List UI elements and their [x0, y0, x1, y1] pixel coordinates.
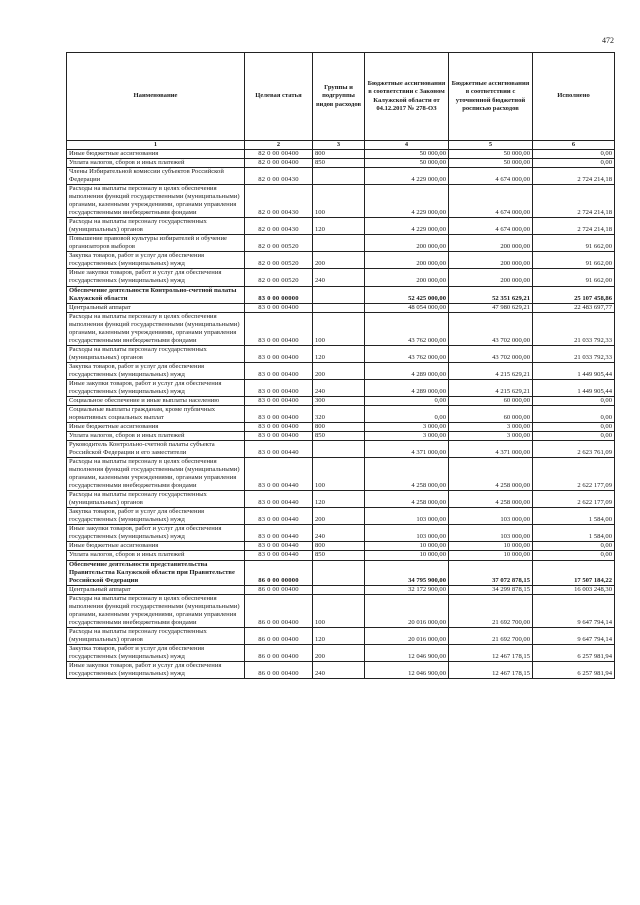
- expense-group-cell: 200: [313, 252, 365, 269]
- target-article-cell: 82 0 00 00520: [245, 252, 313, 269]
- revised-allocation-cell: 200 000,00: [449, 235, 533, 252]
- law-allocation-cell: 12 046 900,00: [365, 661, 449, 678]
- law-allocation-cell: 4 229 000,00: [365, 168, 449, 185]
- table-row: [67, 185, 615, 218]
- table-row: [67, 286, 615, 303]
- row-name-cell: Иные закупки товаров, работ и услуг для обеспечения государственных (муниципальных) нужд: [67, 525, 245, 542]
- expense-group-cell: 850: [313, 159, 365, 168]
- row-name-cell: Руководитель Контрольно-счетной палаты субъекта Российской Федерации и его заместители: [67, 441, 245, 458]
- expense-group-cell: 240: [313, 525, 365, 542]
- target-article-cell: 82 0 00 00430: [245, 218, 313, 235]
- target-article-cell: 86 0 00 00400: [245, 594, 313, 627]
- expense-group-cell: 200: [313, 508, 365, 525]
- table-row: [67, 168, 615, 185]
- table-row: [67, 627, 615, 644]
- expense-group-cell: [313, 560, 365, 585]
- executed-amount-cell: 0,00: [533, 551, 615, 560]
- law-allocation-cell: 43 762 000,00: [365, 345, 449, 362]
- law-allocation-cell: 34 795 900,00: [365, 560, 449, 585]
- table-row: [67, 312, 615, 345]
- table-row: [67, 594, 615, 627]
- budget-execution-table: [66, 52, 615, 679]
- row-name-cell: Иные бюджетные ассигнования: [67, 150, 245, 159]
- executed-amount-cell: 1 449 905,44: [533, 379, 615, 396]
- header-target-article: Целевая статья: [245, 53, 313, 141]
- target-article-cell: 86 0 00 00400: [245, 644, 313, 661]
- law-allocation-cell: 4 229 000,00: [365, 218, 449, 235]
- target-article-cell: 83 0 00 00440: [245, 551, 313, 560]
- law-allocation-cell: 4 289 000,00: [365, 362, 449, 379]
- executed-amount-cell: 2 622 177,09: [533, 458, 615, 491]
- row-name-cell: Обеспечение деятельности Контрольно-счетной палаты Калужской области: [67, 286, 245, 303]
- table-row: [67, 491, 615, 508]
- row-name-cell: Закупка товаров, работ и услуг для обеспечения государственных (муниципальных) нужд: [67, 644, 245, 661]
- revised-allocation-cell: 60 000,00: [449, 396, 533, 405]
- row-name-cell: Центральный аппарат: [67, 585, 245, 594]
- expense-group-cell: [313, 235, 365, 252]
- executed-amount-cell: 91 662,00: [533, 269, 615, 286]
- expense-group-cell: 240: [313, 661, 365, 678]
- expense-group-cell: [313, 286, 365, 303]
- target-article-cell: 83 0 00 00400: [245, 396, 313, 405]
- expense-group-cell: 120: [313, 345, 365, 362]
- target-article-cell: 83 0 00 00400: [245, 405, 313, 422]
- row-name-cell: Расходы на выплаты персоналу государственных (муниципальных) органов: [67, 345, 245, 362]
- law-allocation-cell: 32 172 900,00: [365, 585, 449, 594]
- row-name-cell: Расходы на выплаты персоналу в целях обеспечения выполнения функций государственными (муниципальными) органами, казенными учреждениями, органами управления государственными внебюджетными фондами: [67, 594, 245, 627]
- expense-group-cell: [313, 441, 365, 458]
- law-allocation-cell: 200 000,00: [365, 269, 449, 286]
- table-row: [67, 423, 615, 432]
- revised-allocation-cell: 60 000,00: [449, 405, 533, 422]
- revised-allocation-cell: 43 702 000,00: [449, 345, 533, 362]
- table-row: [67, 252, 615, 269]
- law-allocation-cell: 12 046 900,00: [365, 644, 449, 661]
- law-allocation-cell: 10 000,00: [365, 551, 449, 560]
- expense-group-cell: 240: [313, 379, 365, 396]
- row-name-cell: Социальные выплаты гражданам, кроме публичных нормативных социальных выплат: [67, 405, 245, 422]
- revised-allocation-cell: 3 000,00: [449, 432, 533, 441]
- revised-allocation-cell: 4 674 000,00: [449, 168, 533, 185]
- row-name-cell: Уплата налогов, сборов и иных платежей: [67, 159, 245, 168]
- law-allocation-cell: 43 762 000,00: [365, 312, 449, 345]
- executed-amount-cell: 1 449 905,44: [533, 362, 615, 379]
- executed-amount-cell: 91 662,00: [533, 252, 615, 269]
- header-executed: Исполнено: [533, 53, 615, 141]
- law-allocation-cell: 48 054 000,00: [365, 303, 449, 312]
- revised-allocation-cell: 103 000,00: [449, 508, 533, 525]
- row-name-cell: Иные закупки товаров, работ и услуг для обеспечения государственных (муниципальных) нужд: [67, 379, 245, 396]
- expense-group-cell: 800: [313, 542, 365, 551]
- law-allocation-cell: 50 000,00: [365, 159, 449, 168]
- expense-group-cell: 800: [313, 423, 365, 432]
- target-article-cell: 83 0 00 00440: [245, 441, 313, 458]
- revised-allocation-cell: 4 674 000,00: [449, 185, 533, 218]
- target-article-cell: 83 0 00 00400: [245, 432, 313, 441]
- revised-allocation-cell: 103 000,00: [449, 525, 533, 542]
- row-name-cell: Центральный аппарат: [67, 303, 245, 312]
- target-article-cell: 82 0 00 00520: [245, 269, 313, 286]
- row-name-cell: Расходы на выплаты персоналу государственных (муниципальных) органов: [67, 491, 245, 508]
- target-article-cell: 82 0 00 00400: [245, 159, 313, 168]
- revised-allocation-cell: 200 000,00: [449, 252, 533, 269]
- target-article-cell: 83 0 00 00440: [245, 542, 313, 551]
- header-row: [67, 53, 615, 141]
- target-article-cell: 83 0 00 00000: [245, 286, 313, 303]
- revised-allocation-cell: 12 467 178,15: [449, 661, 533, 678]
- target-article-cell: 83 0 00 00440: [245, 525, 313, 542]
- expense-group-cell: 240: [313, 269, 365, 286]
- revised-allocation-cell: 4 371 000,00: [449, 441, 533, 458]
- law-allocation-cell: 200 000,00: [365, 252, 449, 269]
- column-number: 1: [67, 141, 245, 150]
- table-row: [67, 551, 615, 560]
- column-number: 5: [449, 141, 533, 150]
- expense-group-cell: [313, 585, 365, 594]
- executed-amount-cell: 2 622 177,09: [533, 491, 615, 508]
- row-name-cell: Расходы на выплаты персоналу государственных (муниципальных) органов: [67, 627, 245, 644]
- table-row: [67, 661, 615, 678]
- revised-allocation-cell: 50 000,00: [449, 159, 533, 168]
- row-name-cell: Закупка товаров, работ и услуг для обеспечения государственных (муниципальных) нужд: [67, 362, 245, 379]
- table-row: [67, 441, 615, 458]
- law-allocation-cell: 0,00: [365, 405, 449, 422]
- expense-group-cell: 320: [313, 405, 365, 422]
- target-article-cell: 83 0 00 00400: [245, 303, 313, 312]
- revised-allocation-cell: 21 692 700,00: [449, 627, 533, 644]
- law-allocation-cell: 50 000,00: [365, 150, 449, 159]
- executed-amount-cell: 6 257 981,94: [533, 644, 615, 661]
- row-name-cell: Иные закупки товаров, работ и услуг для обеспечения государственных (муниципальных) нужд: [67, 661, 245, 678]
- table-row: [67, 432, 615, 441]
- target-article-cell: 83 0 00 00440: [245, 491, 313, 508]
- row-name-cell: Расходы на выплаты персоналу государственных (муниципальных) органов: [67, 218, 245, 235]
- table-row: [67, 405, 615, 422]
- target-article-cell: 82 0 00 00430: [245, 185, 313, 218]
- page-number: 472: [602, 36, 614, 45]
- table-header: [67, 53, 615, 150]
- revised-allocation-cell: 21 692 700,00: [449, 594, 533, 627]
- executed-amount-cell: 0,00: [533, 542, 615, 551]
- row-name-cell: Повышение правовой культуры избирателей и обучение организаторов выборов: [67, 235, 245, 252]
- row-name-cell: Расходы на выплаты персоналу в целях обеспечения выполнения функций государственными (муниципальными) органами, казенными учреждениями, органами управления государственными внебюджетными фондами: [67, 185, 245, 218]
- table-row: [67, 303, 615, 312]
- executed-amount-cell: 6 257 981,94: [533, 661, 615, 678]
- table-row: [67, 508, 615, 525]
- column-number: 6: [533, 141, 615, 150]
- executed-amount-cell: 2 724 214,18: [533, 168, 615, 185]
- table-row: [67, 218, 615, 235]
- executed-amount-cell: 21 033 792,33: [533, 345, 615, 362]
- target-article-cell: 82 0 00 00520: [245, 235, 313, 252]
- executed-amount-cell: 91 662,00: [533, 235, 615, 252]
- executed-amount-cell: 9 647 794,14: [533, 627, 615, 644]
- target-article-cell: 86 0 00 00000: [245, 560, 313, 585]
- target-article-cell: 83 0 00 00440: [245, 458, 313, 491]
- revised-allocation-cell: 12 467 178,15: [449, 644, 533, 661]
- law-allocation-cell: 52 425 000,00: [365, 286, 449, 303]
- table-row: [67, 525, 615, 542]
- law-allocation-cell: 4 289 000,00: [365, 379, 449, 396]
- table-row: [67, 345, 615, 362]
- executed-amount-cell: 17 507 184,22: [533, 560, 615, 585]
- table-row: [67, 542, 615, 551]
- column-number: 4: [365, 141, 449, 150]
- table-row: [67, 269, 615, 286]
- law-allocation-cell: 0,00: [365, 396, 449, 405]
- revised-allocation-cell: 10 000,00: [449, 542, 533, 551]
- table-row: [67, 458, 615, 491]
- row-name-cell: Уплата налогов, сборов и иных платежей: [67, 551, 245, 560]
- row-name-cell: Обеспечение деятельности представительства Правительства Калужской области при Правительстве Российской Федерации: [67, 560, 245, 585]
- table-row: [67, 560, 615, 585]
- law-allocation-cell: 103 000,00: [365, 508, 449, 525]
- row-name-cell: Закупка товаров, работ и услуг для обеспечения государственных (муниципальных) нужд: [67, 252, 245, 269]
- executed-amount-cell: 9 647 794,14: [533, 594, 615, 627]
- revised-allocation-cell: 4 674 000,00: [449, 218, 533, 235]
- target-article-cell: 86 0 00 00400: [245, 627, 313, 644]
- law-allocation-cell: 4 371 000,00: [365, 441, 449, 458]
- law-allocation-cell: 10 000,00: [365, 542, 449, 551]
- revised-allocation-cell: 43 702 000,00: [449, 312, 533, 345]
- table-row: [67, 585, 615, 594]
- expense-group-cell: 120: [313, 627, 365, 644]
- target-article-cell: 86 0 00 00400: [245, 661, 313, 678]
- table-row: [67, 362, 615, 379]
- expense-group-cell: 800: [313, 150, 365, 159]
- law-allocation-cell: 20 016 000,00: [365, 627, 449, 644]
- revised-allocation-cell: 200 000,00: [449, 269, 533, 286]
- executed-amount-cell: 2 623 761,09: [533, 441, 615, 458]
- law-allocation-cell: 3 000,00: [365, 423, 449, 432]
- expense-group-cell: [313, 168, 365, 185]
- revised-allocation-cell: 50 000,00: [449, 150, 533, 159]
- column-number: 2: [245, 141, 313, 150]
- expense-group-cell: 100: [313, 185, 365, 218]
- table-row: [67, 159, 615, 168]
- expense-group-cell: 120: [313, 218, 365, 235]
- law-allocation-cell: 200 000,00: [365, 235, 449, 252]
- row-name-cell: Иные закупки товаров, работ и услуг для обеспечения государственных (муниципальных) нужд: [67, 269, 245, 286]
- revised-allocation-cell: 37 072 878,15: [449, 560, 533, 585]
- row-name-cell: Социальное обеспечение и иные выплаты населению: [67, 396, 245, 405]
- expense-group-cell: [313, 303, 365, 312]
- row-name-cell: Расходы на выплаты персоналу в целях обеспечения выполнения функций государственными (муниципальными) органами, казенными учреждениями, органами управления государственными внебюджетными фондами: [67, 312, 245, 345]
- executed-amount-cell: 1 584,00: [533, 525, 615, 542]
- law-allocation-cell: 20 016 000,00: [365, 594, 449, 627]
- revised-allocation-cell: 4 258 000,00: [449, 458, 533, 491]
- table-row: [67, 396, 615, 405]
- revised-allocation-cell: 47 980 629,21: [449, 303, 533, 312]
- table-row: [67, 379, 615, 396]
- executed-amount-cell: 0,00: [533, 405, 615, 422]
- executed-amount-cell: 0,00: [533, 396, 615, 405]
- law-allocation-cell: 4 258 000,00: [365, 491, 449, 508]
- target-article-cell: 83 0 00 00400: [245, 379, 313, 396]
- revised-allocation-cell: 34 299 878,15: [449, 585, 533, 594]
- target-article-cell: 82 0 00 00430: [245, 168, 313, 185]
- target-article-cell: 82 0 00 00400: [245, 150, 313, 159]
- target-article-cell: 83 0 00 00400: [245, 423, 313, 432]
- row-name-cell: Иные бюджетные ассигнования: [67, 423, 245, 432]
- row-name-cell: Иные бюджетные ассигнования: [67, 542, 245, 551]
- target-article-cell: 83 0 00 00440: [245, 508, 313, 525]
- executed-amount-cell: 25 107 458,86: [533, 286, 615, 303]
- expense-group-cell: 850: [313, 551, 365, 560]
- row-name-cell: Расходы на выплаты персоналу в целях обеспечения выполнения функций государственными (муниципальными) органами, казенными учреждениями, органами управления государственными внебюджетными фондами: [67, 458, 245, 491]
- revised-allocation-cell: 52 351 629,21: [449, 286, 533, 303]
- revised-allocation-cell: 4 215 629,21: [449, 362, 533, 379]
- revised-allocation-cell: 3 000,00: [449, 423, 533, 432]
- revised-allocation-cell: 10 000,00: [449, 551, 533, 560]
- target-article-cell: 86 0 00 00400: [245, 585, 313, 594]
- executed-amount-cell: 22 483 697,77: [533, 303, 615, 312]
- executed-amount-cell: 21 033 792,33: [533, 312, 615, 345]
- expense-group-cell: 120: [313, 491, 365, 508]
- expense-group-cell: 100: [313, 594, 365, 627]
- header-name: Наименование: [67, 53, 245, 141]
- target-article-cell: 83 0 00 00400: [245, 312, 313, 345]
- row-name-cell: Закупка товаров, работ и услуг для обеспечения государственных (муниципальных) нужд: [67, 508, 245, 525]
- column-number: 3: [313, 141, 365, 150]
- expense-group-cell: 200: [313, 644, 365, 661]
- executed-amount-cell: 0,00: [533, 159, 615, 168]
- executed-amount-cell: 1 584,00: [533, 508, 615, 525]
- executed-amount-cell: 0,00: [533, 432, 615, 441]
- row-name-cell: Уплата налогов, сборов и иных платежей: [67, 432, 245, 441]
- executed-amount-cell: 2 724 214,18: [533, 218, 615, 235]
- table-body: [67, 150, 615, 679]
- expense-group-cell: 850: [313, 432, 365, 441]
- row-name-cell: Члены Избирательной комиссии субъектов Российской Федерации: [67, 168, 245, 185]
- revised-allocation-cell: 4 258 000,00: [449, 491, 533, 508]
- expense-group-cell: 200: [313, 362, 365, 379]
- table-row: [67, 235, 615, 252]
- revised-allocation-cell: 4 215 629,21: [449, 379, 533, 396]
- table-row: [67, 644, 615, 661]
- law-allocation-cell: 4 258 000,00: [365, 458, 449, 491]
- law-allocation-cell: 4 229 000,00: [365, 185, 449, 218]
- law-allocation-cell: 3 000,00: [365, 432, 449, 441]
- header-expense-group: Группы и подгруппы видов расходов: [313, 53, 365, 141]
- header-revised-allocations: Бюджетные ассигнования в соответствии с уточненной бюджетной росписью расходов: [449, 53, 533, 141]
- target-article-cell: 83 0 00 00400: [245, 362, 313, 379]
- header-law-allocations: Бюджетные ассигнования в соответствии с Законом Калужской области от 04.12.2017 № 278-ОЗ: [365, 53, 449, 141]
- executed-amount-cell: 0,00: [533, 150, 615, 159]
- expense-group-cell: 300: [313, 396, 365, 405]
- executed-amount-cell: 2 724 214,18: [533, 185, 615, 218]
- executed-amount-cell: 16 003 248,30: [533, 585, 615, 594]
- target-article-cell: 83 0 00 00400: [245, 345, 313, 362]
- executed-amount-cell: 0,00: [533, 423, 615, 432]
- table-row: [67, 150, 615, 159]
- expense-group-cell: 100: [313, 312, 365, 345]
- law-allocation-cell: 103 000,00: [365, 525, 449, 542]
- column-number-row: [67, 141, 615, 150]
- expense-group-cell: 100: [313, 458, 365, 491]
